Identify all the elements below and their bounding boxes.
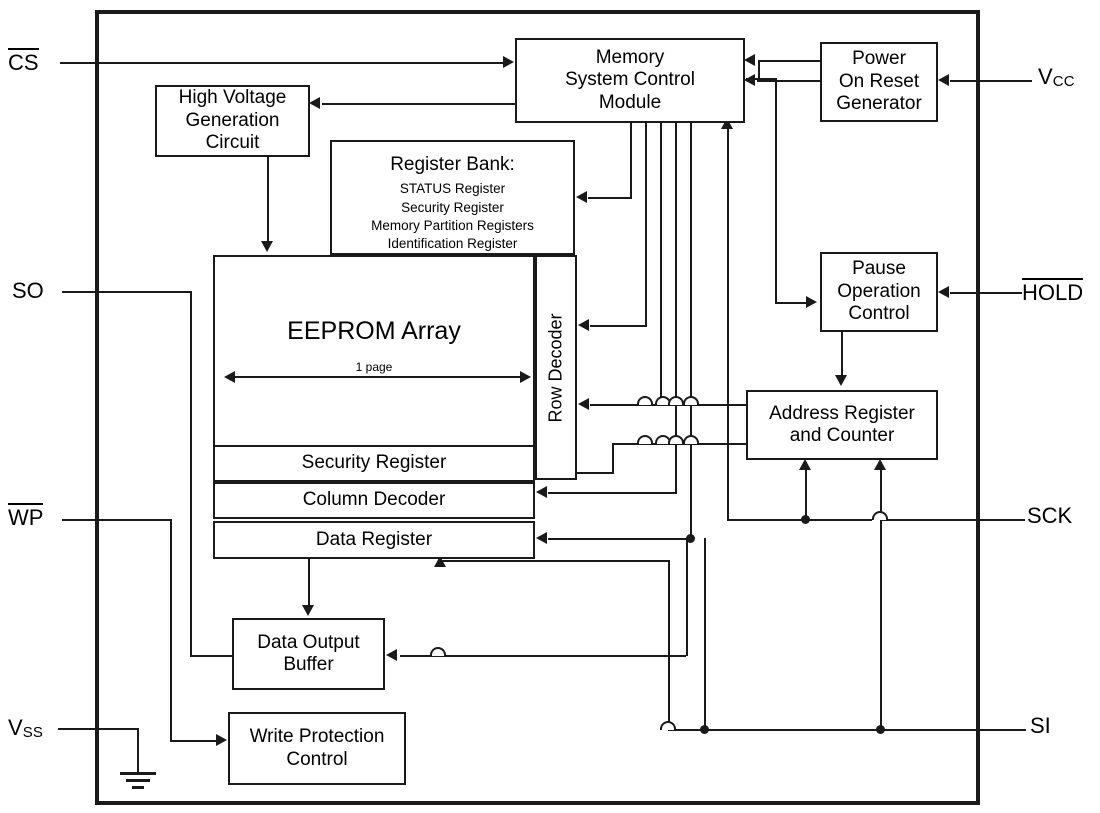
page-width-arrow xyxy=(235,376,520,378)
wire-wp xyxy=(62,519,172,521)
hop-sck-si xyxy=(872,511,888,520)
arrow-msc-to-regbank xyxy=(576,191,587,203)
wire-wp-v xyxy=(170,519,172,741)
eeprom-array-label: EEPROM Array xyxy=(287,317,461,345)
wire-datareg-to-dob xyxy=(308,559,310,607)
hop-bus-secreg-d xyxy=(683,435,699,444)
hop-bus-rowdec-c xyxy=(668,396,684,405)
block-address-register-and-counter xyxy=(746,390,938,460)
pin-label-wp: WP xyxy=(8,505,44,530)
block-memory-system-control-module xyxy=(515,38,745,123)
wire-msc-to-poc-v xyxy=(775,78,777,303)
wire-si-wpc-h xyxy=(440,560,670,562)
junction-si-1 xyxy=(700,725,709,734)
wire-coldec-in xyxy=(548,492,677,494)
arrow-sck-to-arc2 xyxy=(799,459,811,470)
block-security-register xyxy=(213,445,535,482)
dob-line-1: Data Output xyxy=(257,631,360,653)
arc-line-1: Address Register xyxy=(769,402,915,424)
por-line-2: On Reset xyxy=(838,70,920,92)
wire-si xyxy=(668,729,1026,731)
arrow-sck-to-arc xyxy=(874,459,886,470)
arrow-datareg-to-dob xyxy=(302,605,314,616)
hop-si-left xyxy=(660,721,676,730)
block-high-voltage-generation-circuit xyxy=(155,85,310,157)
arrow-msc-to-datareg xyxy=(536,532,547,544)
pin-label-cs: CS xyxy=(8,50,39,75)
wire-cs xyxy=(60,62,505,64)
eeprom-array-page-note: 1 page xyxy=(355,360,393,374)
arrow-msc-to-coldec xyxy=(536,486,547,498)
hop-bus-rowdec-a xyxy=(637,396,653,405)
wire-por-out-1 xyxy=(758,60,820,62)
poc-line-2: Operation xyxy=(837,280,921,302)
block-register-bank xyxy=(330,140,575,255)
block-data-output-buffer xyxy=(232,618,385,690)
arc-line-2: and Counter xyxy=(789,425,895,446)
wire-sck-up2 xyxy=(805,462,807,520)
block-column-decoder xyxy=(213,482,535,519)
wire-msc-down-regbank xyxy=(630,123,632,198)
wire-vcc xyxy=(950,80,1032,82)
junction-datareg-si xyxy=(686,534,695,543)
block-data-register xyxy=(213,521,535,559)
junction-si-2 xyxy=(876,725,885,734)
arrow-wp-to-wpc xyxy=(216,734,227,746)
arrow-cs-to-msc xyxy=(503,56,514,68)
arrow-vcc-to-por xyxy=(938,74,949,86)
security-register-label: Security Register xyxy=(301,452,447,474)
block-row-decoder xyxy=(535,255,577,480)
wire-datareg-in xyxy=(548,538,692,540)
arrow-msc-to-poc xyxy=(806,296,817,308)
wire-por-out-2 xyxy=(757,80,820,82)
msc-line-3: Module xyxy=(598,91,662,113)
wire-sck-left xyxy=(727,519,872,521)
row-decoder-label: Row Decoder xyxy=(545,312,566,423)
hv-line-3: Circuit xyxy=(205,132,260,154)
arrow-por-to-msc-bottom xyxy=(744,74,755,86)
wire-poc-in xyxy=(775,302,808,304)
arrow-msc-to-hv xyxy=(309,97,320,109)
wire-so-to-dob xyxy=(190,655,234,657)
msc-line-1: Memory xyxy=(595,46,665,68)
register-bank-item-identification: Identification Register xyxy=(387,236,518,252)
wire-regbank-in xyxy=(588,197,632,199)
register-bank-item-status: STATUS Register xyxy=(399,181,506,197)
wire-sck xyxy=(880,519,1025,521)
register-bank-item-security: Security Register xyxy=(401,199,504,215)
wire-dob-bus-v xyxy=(686,538,688,656)
wpc-line-1: Write Protection xyxy=(249,726,385,748)
block-eeprom-array xyxy=(213,255,535,447)
wpc-line-2: Control xyxy=(286,748,348,770)
wire-msc-down-rowdec2 xyxy=(660,123,662,405)
arrow-poc-to-arc xyxy=(835,375,847,386)
pin-label-si: SI xyxy=(1030,713,1051,738)
pin-label-vcc: VCC xyxy=(1038,64,1075,90)
poc-line-1: Pause xyxy=(852,258,906,280)
block-write-protection-control xyxy=(228,712,406,785)
block-pause-operation-control xyxy=(820,252,938,332)
wire-wp-to-wpc xyxy=(170,740,218,742)
block-power-on-reset-generator xyxy=(820,42,938,122)
hop-dob-bus xyxy=(430,647,446,656)
pin-label-so: SO xyxy=(12,278,44,303)
wire-si-up-datareg xyxy=(704,538,706,730)
arrow-bus-to-dob xyxy=(386,649,397,661)
arrow-msc-to-rowdec xyxy=(578,319,589,331)
pin-label-vss: VSS xyxy=(8,715,44,741)
arrow-msc-to-rowdec2 xyxy=(578,398,589,410)
por-line-1: Power xyxy=(852,48,906,70)
column-decoder-label: Column Decoder xyxy=(302,489,446,511)
wire-msc-down-rowdec xyxy=(645,123,647,326)
pin-label-sck: SCK xyxy=(1027,503,1073,528)
wire-si-wpc-v xyxy=(668,560,670,730)
wire-poc-to-arc xyxy=(841,332,843,377)
por-line-3: Generator xyxy=(836,93,922,115)
arrow-por-to-msc-top xyxy=(744,54,755,66)
hv-line-1: High Voltage xyxy=(178,87,287,109)
register-bank-item-memory-partition: Memory Partition Registers xyxy=(371,217,534,233)
dob-line-2: Buffer xyxy=(283,654,334,675)
msc-line-2: System Control xyxy=(565,69,695,91)
wire-rowdec-in xyxy=(590,325,647,327)
data-register-label: Data Register xyxy=(315,528,433,550)
junction-sck xyxy=(801,515,810,524)
hop-bus-rowdec-d xyxy=(683,396,699,405)
wire-hold xyxy=(950,292,1022,294)
wire-si-to-arc xyxy=(880,462,882,730)
pin-label-hold: HOLD xyxy=(1022,280,1084,305)
arrow-hold-to-poc xyxy=(938,286,949,298)
wire-so-v xyxy=(190,291,192,656)
wire-hv-to-array xyxy=(267,157,269,243)
wire-sck-to-msc-v xyxy=(727,123,729,521)
arrow-hv-to-array xyxy=(261,241,273,252)
wire-msc-to-hv xyxy=(322,103,517,105)
poc-line-3: Control xyxy=(848,303,910,325)
hv-line-2: Generation xyxy=(185,109,280,131)
hop-bus-secreg-c xyxy=(668,435,684,444)
wire-vss xyxy=(58,728,138,730)
wire-msc-down-datareg xyxy=(690,123,692,539)
wire-so xyxy=(62,291,192,293)
hop-bus-secreg-a xyxy=(637,435,653,444)
register-bank-title: Register Bank: xyxy=(390,154,515,175)
wire-secreg-v xyxy=(612,443,614,473)
